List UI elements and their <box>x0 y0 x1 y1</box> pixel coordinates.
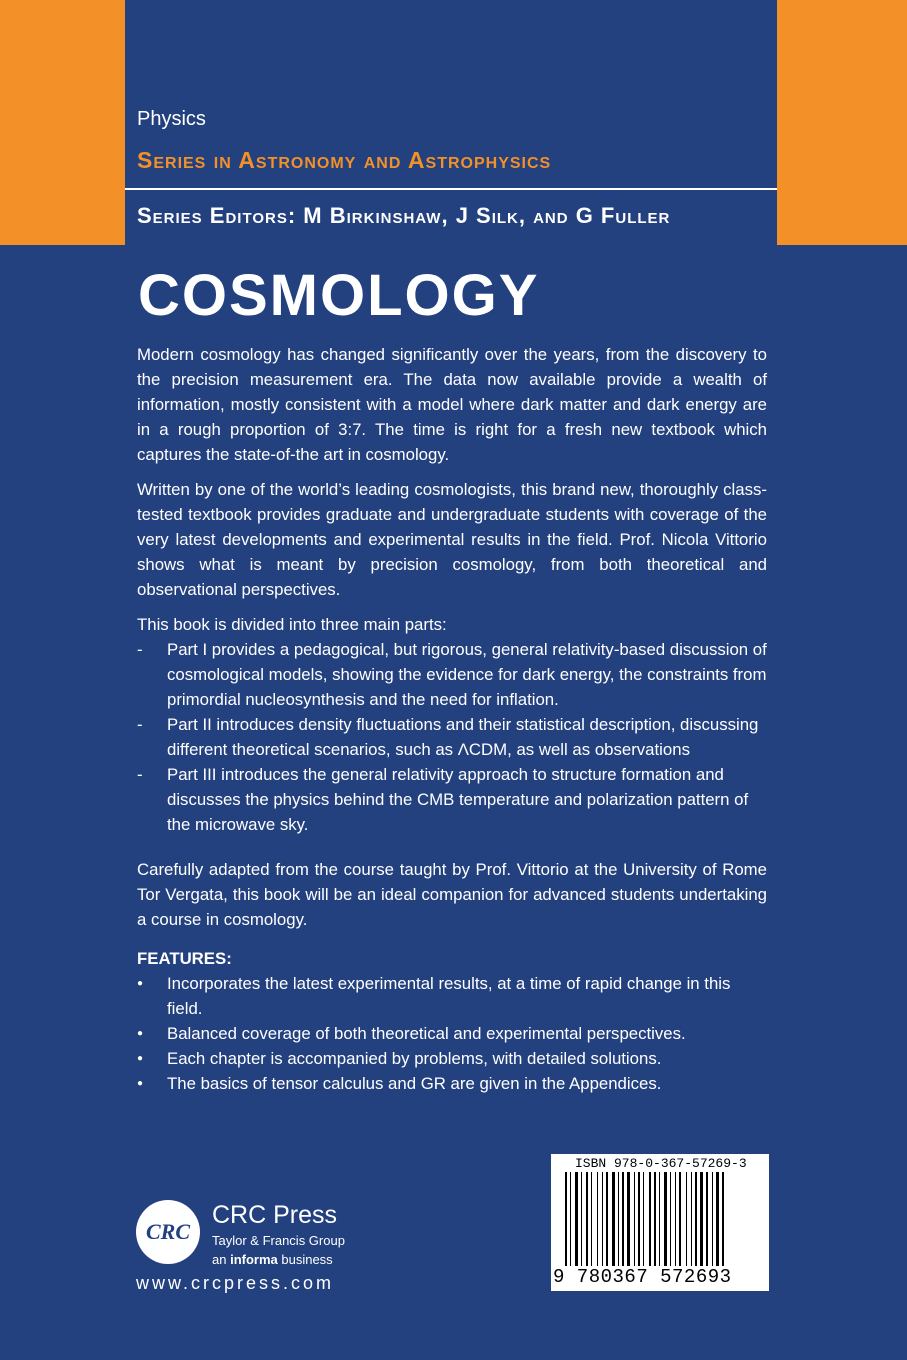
barcode-bar <box>586 1172 588 1266</box>
list-item: - Part I provides a pedagogical, but rigorous, general relativity-based discussion of cosmological models, showing the evidence for dark energy, the constraints from primordial nucleosynthesis and the need for inflation. <box>137 637 767 712</box>
barcode-bar <box>722 1172 724 1266</box>
blurb-paragraph: Modern cosmology has changed significantly over the years, from the discovery to the precision measurement era. The data now available provide a wealth of information, mostly consistent with a model where dark matter and dark energy are in a rough proportion of 3:7. The time is right for a fresh new textbook which captures the state-of-the art in cosmology. <box>137 345 767 464</box>
barcode-bar <box>618 1172 619 1266</box>
back-cover-blurb <box>137 342 767 1096</box>
barcode-digits: 9 780367 572693 <box>553 1266 732 1288</box>
barcode-bar <box>712 1172 713 1266</box>
barcode-bar <box>602 1172 603 1266</box>
closing-paragraph: Carefully adapted from the course taught by Prof. Vittorio at the University of Rome Tor Vergata, this book will be an ideal companion for advanced students undertaking a course in cosmology. <box>137 860 767 929</box>
barcode-bar <box>664 1172 667 1266</box>
bullet-icon: ● <box>137 1078 144 1089</box>
blurb-paragraph: Written by one of the world’s leading cosmologists, this brand new, thoroughly class-tested textbook provides graduate and undergraduate students with coverage of the very latest developments and experimental results in the field. Prof. Nicola Vittorio shows what is meant by precision cosmology, from both theoretical and observational perspectives. <box>137 480 767 599</box>
barcode-bar <box>570 1172 571 1266</box>
barcode-bar <box>575 1172 578 1266</box>
feature-item: ● Incorporates the latest experimental results, at a time of rapid change in this field. <box>137 971 767 1021</box>
barcode-bar <box>706 1172 708 1266</box>
dash-marker: - <box>137 715 143 734</box>
barcode-bar <box>654 1172 656 1266</box>
dash-marker: - <box>137 640 143 659</box>
isbn-barcode <box>551 1154 769 1291</box>
barcode-bar <box>606 1172 608 1266</box>
barcode-bar <box>643 1172 644 1266</box>
barcode-bar <box>565 1172 567 1266</box>
bullet-icon: ● <box>137 1028 144 1039</box>
barcode-bar <box>691 1172 692 1266</box>
feature-item: ● Each chapter is accompanied by problems, with detailed solutions. <box>137 1046 767 1071</box>
barcode-bar <box>591 1172 592 1266</box>
barcode-icon <box>565 1172 757 1266</box>
dash-marker: - <box>137 765 143 784</box>
barcode-bar <box>686 1172 687 1266</box>
barcode-bar <box>670 1172 671 1266</box>
barcode-bar <box>634 1172 635 1266</box>
barcode-bar <box>675 1172 676 1266</box>
parts-list <box>137 612 767 837</box>
publisher-url: www.crcpress.com <box>136 1273 335 1293</box>
feature-item: ● The basics of tensor calculus and GR are given in the Appendices. <box>137 1071 767 1096</box>
orange-band-right <box>777 0 907 245</box>
subject-label: Physics <box>137 108 206 130</box>
publisher-group: Taylor & Francis Group <box>212 1233 345 1248</box>
parts-intro: This book is divided into three main parts: <box>137 615 447 634</box>
barcode-bar <box>649 1172 651 1266</box>
book-title: COSMOLOGY <box>138 263 540 328</box>
list-item: - Part II introduces density fluctuations and their statistical description, discussing different theoretical scenarios, such as ΛCDM, as well as observations <box>137 712 767 762</box>
isbn-label: ISBN 978-0-367-57269-3 <box>575 1156 747 1171</box>
barcode-bar <box>695 1172 697 1266</box>
feature-item: ● Balanced coverage of both theoretical and experimental perspectives. <box>137 1021 767 1046</box>
publisher-tagline: an informa business <box>212 1252 333 1267</box>
features-heading: FEATURES: <box>137 949 232 968</box>
bullet-icon: ● <box>137 1053 144 1064</box>
header-divider <box>125 188 777 190</box>
barcode-bar <box>679 1172 681 1266</box>
barcode-bar <box>659 1172 660 1266</box>
barcode-bar <box>622 1172 624 1266</box>
barcode-bar <box>612 1172 615 1266</box>
barcode-bar <box>638 1172 640 1266</box>
bullet-icon: ● <box>137 978 144 989</box>
barcode-bar <box>716 1172 719 1266</box>
barcode-bar <box>627 1172 630 1266</box>
crc-logo-icon: CRC <box>136 1200 200 1264</box>
barcode-bar <box>581 1172 582 1266</box>
barcode-bar <box>700 1172 703 1266</box>
barcode-bar <box>597 1172 598 1266</box>
series-editors: Series Editors: M Birkinshaw, J Silk, and G Fuller <box>137 203 671 228</box>
series-title: Series in Astronomy and Astrophysics <box>137 147 552 173</box>
publisher-name: CRC Press <box>212 1201 338 1229</box>
list-item: - Part III introduces the general relativity approach to structure formation and discusses the physics behind the CMB temperature and polarization pattern of the microwave sky. <box>137 762 767 837</box>
orange-band-left <box>0 0 125 245</box>
